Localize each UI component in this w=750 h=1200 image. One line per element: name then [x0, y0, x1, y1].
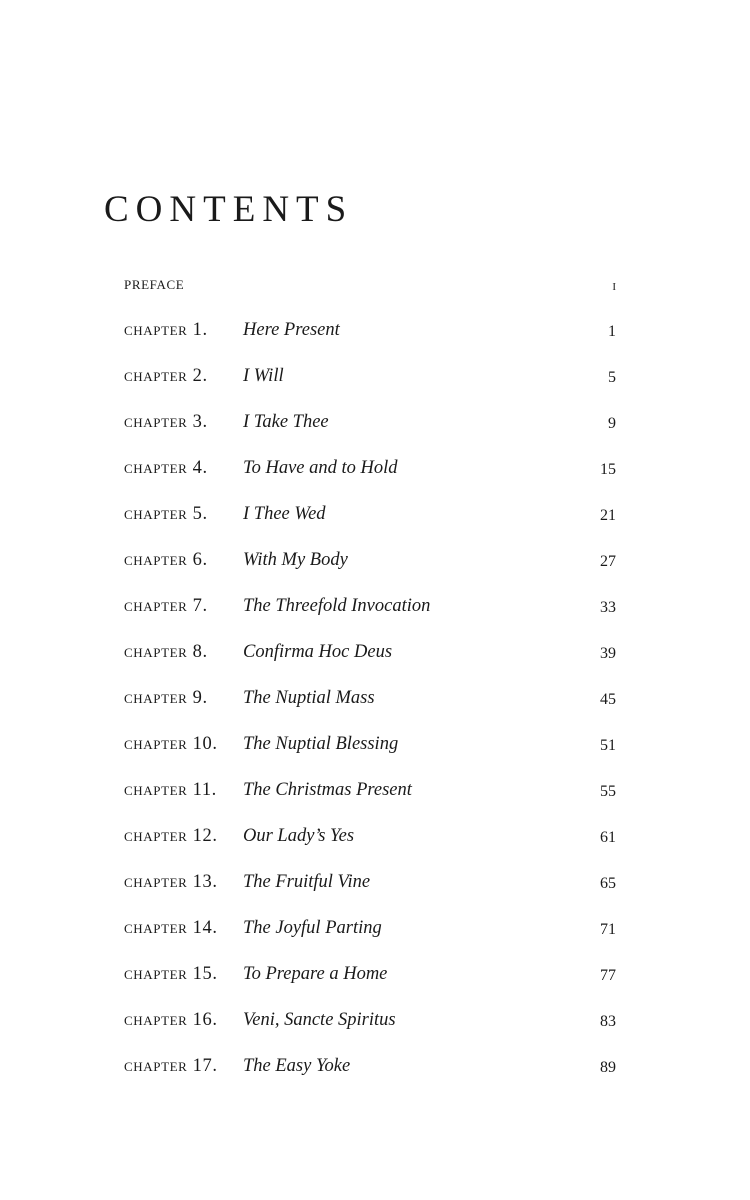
toc-entry-label: chapter 6. — [124, 550, 208, 570]
toc-entry-page-number: 51 — [600, 737, 616, 754]
toc-entry-label: chapter 10. — [124, 734, 218, 754]
toc-entry — [124, 406, 616, 452]
toc-entry-title: I Will — [243, 366, 284, 386]
toc-entry-page-number: 1 — [608, 323, 616, 340]
toc-entry — [124, 544, 616, 590]
toc-entry — [124, 866, 616, 912]
toc-entry-title: To Have and to Hold — [243, 458, 398, 478]
toc-entry-title: The Threefold Invocation — [243, 596, 431, 616]
toc-entry-label: chapter 9. — [124, 688, 208, 708]
toc-entry-page-number: 77 — [600, 967, 616, 984]
toc-entry-title: I Thee Wed — [243, 504, 326, 524]
toc-entry-title: With My Body — [243, 550, 348, 570]
toc-entry-title: To Prepare a Home — [243, 964, 388, 984]
toc-entry-title: I Take Thee — [243, 412, 329, 432]
toc-entry — [124, 774, 616, 820]
toc-entry-title: The Nuptial Blessing — [243, 734, 399, 754]
toc-entry-page-number: i — [612, 277, 616, 294]
toc-entry-title: Our Lady’s Yes — [243, 826, 355, 846]
toc-entry-page-number: 55 — [600, 783, 616, 800]
toc-entry-label: chapter 11. — [124, 780, 217, 800]
toc-entry-page-number: 71 — [600, 921, 616, 938]
toc-entry-title: Here Present — [243, 320, 340, 340]
toc-entry-label: chapter 8. — [124, 642, 208, 662]
toc-entry-page-number: 65 — [600, 875, 616, 892]
toc-entry-label: chapter 15. — [124, 964, 218, 984]
toc-entry-title: The Fruitful Vine — [243, 872, 371, 892]
toc-entry-page-number: 45 — [600, 691, 616, 708]
toc-entry-label: chapter 14. — [124, 918, 218, 938]
toc-entry-label: chapter 1. — [124, 320, 208, 340]
toc-entry-page-number: 39 — [600, 645, 616, 662]
toc-entry — [124, 268, 616, 314]
toc-entry-page-number: 83 — [600, 1013, 616, 1030]
toc-entry — [124, 958, 616, 1004]
toc-entry — [124, 590, 616, 636]
toc-entry-page-number: 27 — [600, 553, 616, 570]
toc-entry-label: chapter 4. — [124, 458, 208, 478]
toc-entry — [124, 498, 616, 544]
toc-entry-title: Confirma Hoc Deus — [243, 642, 393, 662]
toc-entry-label: chapter 16. — [124, 1010, 218, 1030]
toc-entry — [124, 636, 616, 682]
toc-entry-label: chapter 12. — [124, 826, 218, 846]
toc-entry-page-number: 5 — [608, 369, 616, 386]
toc-entry — [124, 360, 616, 406]
toc-entry-label: chapter 5. — [124, 504, 208, 524]
toc-entry-label: chapter 3. — [124, 412, 208, 432]
toc-entry — [124, 452, 616, 498]
toc-entry-page-number: 9 — [608, 415, 616, 432]
toc-entry — [124, 728, 616, 774]
toc-entry-page-number: 89 — [600, 1059, 616, 1076]
toc-entry — [124, 1050, 616, 1096]
toc-entry-label: chapter 17. — [124, 1056, 218, 1076]
toc-entry-page-number: 21 — [600, 507, 616, 524]
toc-entry-title: The Nuptial Mass — [243, 688, 375, 708]
page-title: CONTENTS — [104, 189, 354, 230]
toc-entry-page-number: 33 — [600, 599, 616, 616]
toc-entry-title: The Joyful Parting — [243, 918, 382, 938]
toc-entry-title: The Christmas Present — [243, 780, 412, 800]
toc-entry-title: Veni, Sancte Spiritus — [243, 1010, 396, 1030]
toc-entry-label: chapter 13. — [124, 872, 218, 892]
toc-entry-label: preface — [124, 274, 185, 294]
toc-entry — [124, 682, 616, 728]
toc-entry-label: chapter 7. — [124, 596, 208, 616]
toc-entry — [124, 820, 616, 866]
table-of-contents — [124, 268, 616, 1096]
toc-entry-title: The Easy Yoke — [243, 1056, 351, 1076]
toc-entry-label: chapter 2. — [124, 366, 208, 386]
toc-entry — [124, 912, 616, 958]
toc-entry-page-number: 61 — [600, 829, 616, 846]
toc-entry-page-number: 15 — [600, 461, 616, 478]
toc-entry — [124, 1004, 616, 1050]
toc-entry — [124, 314, 616, 360]
